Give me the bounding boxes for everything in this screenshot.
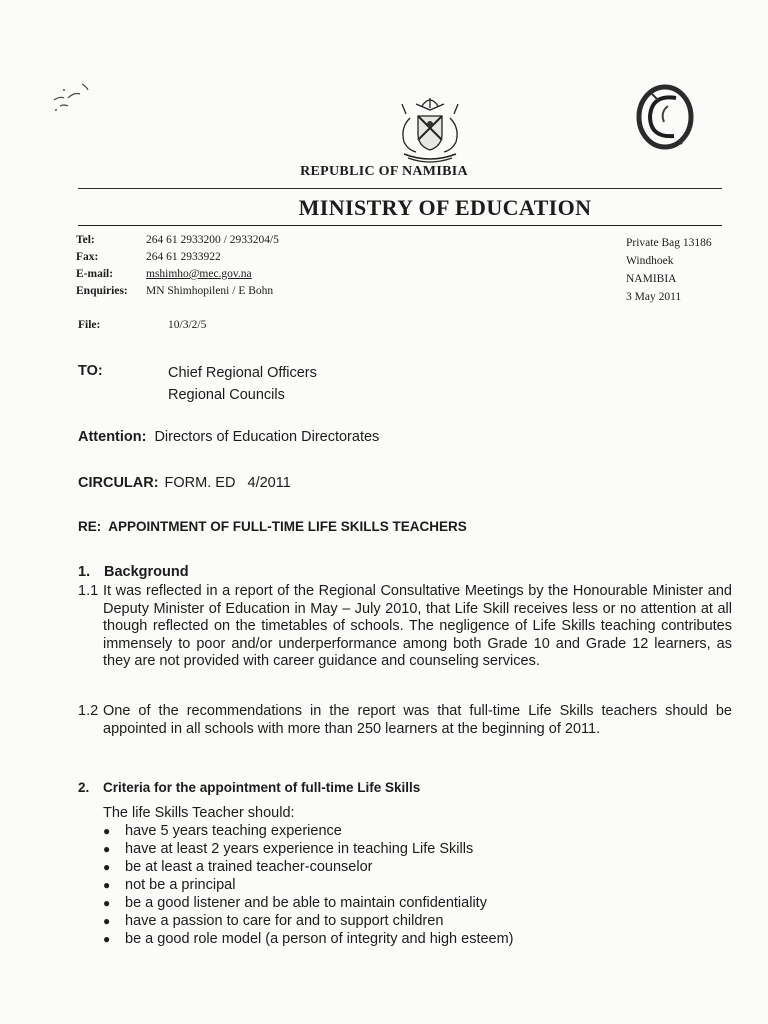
- email-link[interactable]: mshimho@mec.gov.na: [146, 268, 252, 280]
- address-line-1: Private Bag 13186: [626, 237, 712, 249]
- section-2-heading: [78, 780, 420, 795]
- bullet-icon: ●: [103, 860, 111, 874]
- to-recipient-1: Chief Regional Officers: [168, 365, 317, 381]
- paragraph-1-1: [78, 583, 732, 671]
- circular-line: [78, 475, 291, 491]
- email-label: E-mail:: [76, 268, 114, 280]
- section-1-heading: [78, 564, 189, 580]
- fax-value: 264 61 2933922: [146, 251, 221, 263]
- section-2-number: 2.: [78, 780, 90, 795]
- enquiries-label: Enquiries:: [76, 285, 128, 297]
- to-label: TO:: [78, 363, 103, 379]
- coat-of-arms-icon: [388, 92, 472, 168]
- file-value: 10/3/2/5: [168, 319, 207, 331]
- enquiries-value: MN Shimhopileni / E Bohn: [146, 285, 274, 297]
- tel-label: Tel:: [76, 234, 95, 246]
- to-recipients: [168, 362, 317, 406]
- bullet-icon: ●: [103, 842, 111, 856]
- paragraph-1-2-number: 1.2: [78, 703, 99, 719]
- ministry-heading: MINISTRY OF EDUCATION: [298, 195, 592, 220]
- section-1-title: Background: [104, 564, 189, 580]
- tel-value: 264 61 2933200 / 2933204/5: [146, 234, 279, 246]
- paragraph-1-1-number: 1.1: [78, 583, 99, 599]
- file-label: File:: [78, 319, 101, 331]
- circular-label: CIRCULAR:: [78, 475, 159, 491]
- list-item: ● have a passion to care for and to support children: [103, 913, 444, 929]
- address-block: [626, 234, 712, 306]
- address-line-2: Windhoek: [626, 255, 674, 267]
- bullet-icon: ●: [103, 896, 111, 910]
- section-1-number: 1.: [78, 564, 91, 580]
- republic-heading: REPUBLIC OF NAMIBIA: [300, 164, 468, 179]
- contact-block: [76, 232, 279, 300]
- list-item: ● be a good role model (a person of integrity and high esteem): [103, 931, 514, 947]
- letter-date: 3 May 2011: [626, 291, 682, 303]
- letterhead-rule-top: [78, 188, 722, 189]
- list-item: ● be a good listener and be able to maintain confidentiality: [103, 895, 487, 911]
- bullet-icon: ●: [103, 824, 111, 838]
- paragraph-1-1-text: It was reflected in a report of the Regional Consultative Meetings by the Honourable Minister and Deputy Minister of Education in May – July 2010, that Life Skill receives less or no attention at all though reflected on the timetables of schools. The negligence of Life Skills teaching contributes immensely to poor and/or underperformance among both Grade 10 and Grade 12 learners, as they are not provided with career guidance and counseling services.: [103, 583, 732, 669]
- to-recipient-2: Regional Councils: [168, 387, 285, 403]
- bullet-icon: ●: [103, 932, 111, 946]
- list-item: ● have at least 2 years experience in teaching Life Skills: [103, 841, 474, 857]
- paragraph-1-2-text: One of the recommendations in the report was that full-time Life Skills teachers should be appointed in all schools with more than 250 learners at the beginning of 2011.: [103, 703, 732, 737]
- fax-label: Fax:: [76, 251, 99, 263]
- address-line-3: NAMIBIA: [626, 273, 677, 285]
- criteria-intro: The life Skills Teacher should:: [103, 805, 295, 821]
- handwritten-mark-icon: [46, 70, 106, 120]
- criteria-list: [103, 822, 514, 948]
- bullet-icon: ●: [103, 914, 111, 928]
- list-item: ● be at least a trained teacher-counselor: [103, 859, 373, 875]
- section-2-title: Criteria for the appointment of full-time Life Skills: [103, 780, 421, 795]
- attention-value: Directors of Education Directorates: [154, 429, 380, 445]
- attention-line: [78, 429, 379, 445]
- list-item: ● have 5 years teaching experience: [103, 823, 342, 839]
- letterhead-rule-bottom: [78, 225, 722, 226]
- subject-line: RE: APPOINTMENT OF FULL-TIME LIFE SKILLS TEACHERS: [78, 519, 467, 534]
- bullet-icon: ●: [103, 878, 111, 892]
- list-item: ● not be a principal: [103, 877, 236, 893]
- file-reference: [78, 319, 206, 331]
- paragraph-1-2: [78, 703, 732, 738]
- attention-label: Attention:: [78, 429, 147, 445]
- circular-value: FORM. ED 4/2011: [164, 475, 291, 491]
- received-stamp-icon: [632, 82, 698, 152]
